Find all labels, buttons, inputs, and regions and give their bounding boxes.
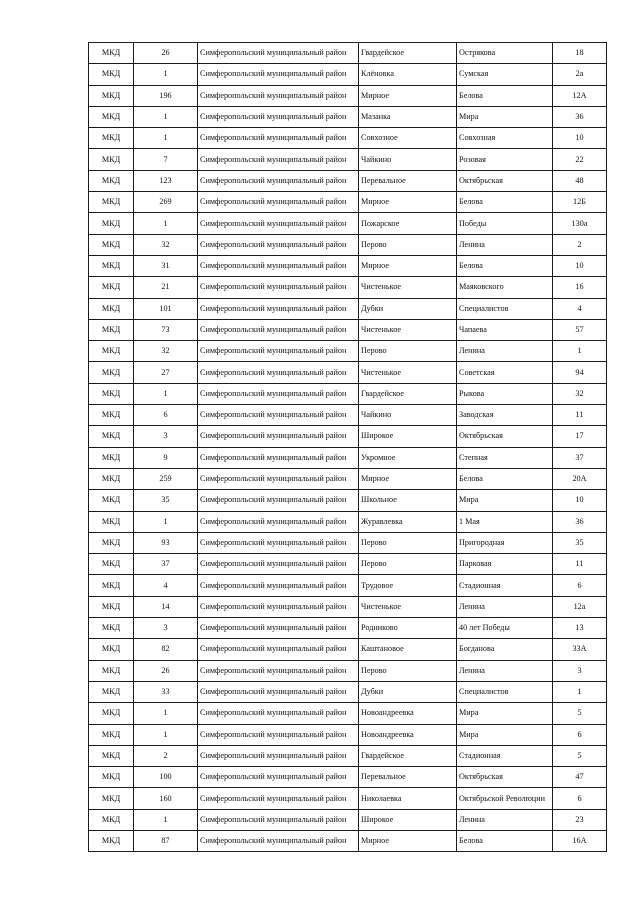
object-type-cell: МКД: [89, 277, 134, 298]
street-cell: Белова: [457, 255, 553, 276]
house-cell: 32: [553, 383, 607, 404]
locality-cell: Мирное: [359, 192, 457, 213]
object-type-cell: МКД: [89, 362, 134, 383]
district-cell: Симферопольский муниципальный район: [198, 596, 359, 617]
number-cell: 123: [134, 170, 198, 191]
street-cell: 1 Мая: [457, 511, 553, 532]
district-cell: Симферопольский муниципальный район: [198, 703, 359, 724]
district-cell: Симферопольский муниципальный район: [198, 405, 359, 426]
table-row: [89, 213, 607, 234]
district-cell: Симферопольский муниципальный район: [198, 319, 359, 340]
table-row: [89, 362, 607, 383]
house-cell: 12Б: [553, 192, 607, 213]
street-cell: Стадионная: [457, 575, 553, 596]
house-cell: 2а: [553, 64, 607, 85]
object-type-cell: МКД: [89, 788, 134, 809]
street-cell: Ленина: [457, 660, 553, 681]
street-cell: Октябрьская: [457, 170, 553, 191]
district-cell: Симферопольский муниципальный район: [198, 426, 359, 447]
house-cell: 10: [553, 490, 607, 511]
street-cell: Чапаева: [457, 319, 553, 340]
object-type-cell: МКД: [89, 703, 134, 724]
table-row: [89, 341, 607, 362]
locality-cell: Гвардейское: [359, 383, 457, 404]
number-cell: 1: [134, 64, 198, 85]
house-cell: 35: [553, 532, 607, 553]
table-row: [89, 468, 607, 489]
locality-cell: Мирное: [359, 830, 457, 851]
table-row: [89, 724, 607, 745]
district-cell: Симферопольский муниципальный район: [198, 788, 359, 809]
table-row: [89, 490, 607, 511]
object-type-cell: МКД: [89, 575, 134, 596]
street-cell: Специалистов: [457, 298, 553, 319]
number-cell: 160: [134, 788, 198, 809]
locality-cell: Клёновка: [359, 64, 457, 85]
house-cell: 6: [553, 788, 607, 809]
locality-cell: Школьное: [359, 490, 457, 511]
number-cell: 3: [134, 618, 198, 639]
house-cell: 16А: [553, 830, 607, 851]
house-cell: 5: [553, 703, 607, 724]
table-row: [89, 64, 607, 85]
street-cell: Мира: [457, 490, 553, 511]
house-cell: 22: [553, 149, 607, 170]
district-cell: Симферопольский муниципальный район: [198, 213, 359, 234]
street-cell: Ленина: [457, 234, 553, 255]
street-cell: Специалистов: [457, 681, 553, 702]
street-cell: Парковая: [457, 554, 553, 575]
locality-cell: Перово: [359, 532, 457, 553]
object-type-cell: МКД: [89, 319, 134, 340]
district-cell: Симферопольский муниципальный район: [198, 511, 359, 532]
number-cell: 196: [134, 85, 198, 106]
object-type-cell: МКД: [89, 554, 134, 575]
object-type-cell: МКД: [89, 724, 134, 745]
locality-cell: Дубки: [359, 681, 457, 702]
locality-cell: Дубки: [359, 298, 457, 319]
locality-cell: Николаевка: [359, 788, 457, 809]
object-type-cell: МКД: [89, 149, 134, 170]
locality-cell: Гвардейское: [359, 745, 457, 766]
number-cell: 1: [134, 724, 198, 745]
table-row: [89, 192, 607, 213]
street-cell: Острякова: [457, 43, 553, 64]
street-cell: Богданова: [457, 639, 553, 660]
locality-cell: Родниково: [359, 618, 457, 639]
locality-cell: Перово: [359, 341, 457, 362]
street-cell: Пригородная: [457, 532, 553, 553]
house-cell: 47: [553, 767, 607, 788]
district-cell: Симферопольский муниципальный район: [198, 85, 359, 106]
number-cell: 1: [134, 511, 198, 532]
district-cell: Симферопольский муниципальный район: [198, 298, 359, 319]
house-cell: 1: [553, 681, 607, 702]
table-row: [89, 298, 607, 319]
address-table: [88, 42, 607, 852]
object-type-cell: МКД: [89, 532, 134, 553]
number-cell: 101: [134, 298, 198, 319]
locality-cell: Перово: [359, 660, 457, 681]
street-cell: Мира: [457, 106, 553, 127]
object-type-cell: МКД: [89, 170, 134, 191]
number-cell: 21: [134, 277, 198, 298]
locality-cell: Мирное: [359, 255, 457, 276]
locality-cell: Новоандреевка: [359, 703, 457, 724]
table-row: [89, 128, 607, 149]
house-cell: 4: [553, 298, 607, 319]
table-row: [89, 596, 607, 617]
district-cell: Симферопольский муниципальный район: [198, 639, 359, 660]
object-type-cell: МКД: [89, 128, 134, 149]
district-cell: Симферопольский муниципальный район: [198, 106, 359, 127]
object-type-cell: МКД: [89, 234, 134, 255]
locality-cell: Перово: [359, 554, 457, 575]
street-cell: Октябрьской Революции: [457, 788, 553, 809]
house-cell: 94: [553, 362, 607, 383]
number-cell: 33: [134, 681, 198, 702]
table-row: [89, 447, 607, 468]
table-row: [89, 43, 607, 64]
table-row: [89, 703, 607, 724]
house-cell: 3: [553, 660, 607, 681]
number-cell: 87: [134, 830, 198, 851]
number-cell: 32: [134, 341, 198, 362]
district-cell: Симферопольский муниципальный район: [198, 234, 359, 255]
object-type-cell: МКД: [89, 43, 134, 64]
house-cell: 11: [553, 405, 607, 426]
street-cell: Белова: [457, 468, 553, 489]
table-row: [89, 511, 607, 532]
object-type-cell: МКД: [89, 64, 134, 85]
number-cell: 82: [134, 639, 198, 660]
table-row: [89, 618, 607, 639]
number-cell: 2: [134, 745, 198, 766]
house-cell: 130а: [553, 213, 607, 234]
number-cell: 1: [134, 703, 198, 724]
object-type-cell: МКД: [89, 468, 134, 489]
house-cell: 18: [553, 43, 607, 64]
street-cell: Победы: [457, 213, 553, 234]
table-row: [89, 170, 607, 191]
number-cell: 4: [134, 575, 198, 596]
number-cell: 3: [134, 426, 198, 447]
object-type-cell: МКД: [89, 255, 134, 276]
locality-cell: Перевальное: [359, 767, 457, 788]
object-type-cell: МКД: [89, 298, 134, 319]
district-cell: Симферопольский муниципальный район: [198, 128, 359, 149]
house-cell: 2: [553, 234, 607, 255]
object-type-cell: МКД: [89, 745, 134, 766]
locality-cell: Гвардейское: [359, 43, 457, 64]
number-cell: 35: [134, 490, 198, 511]
house-cell: 33А: [553, 639, 607, 660]
number-cell: 1: [134, 383, 198, 404]
district-cell: Симферопольский муниципальный район: [198, 490, 359, 511]
street-cell: Белова: [457, 192, 553, 213]
house-cell: 17: [553, 426, 607, 447]
district-cell: Симферопольский муниципальный район: [198, 532, 359, 553]
object-type-cell: МКД: [89, 511, 134, 532]
house-cell: 13: [553, 618, 607, 639]
house-cell: 5: [553, 745, 607, 766]
district-cell: Симферопольский муниципальный район: [198, 383, 359, 404]
district-cell: Симферопольский муниципальный район: [198, 277, 359, 298]
table-row: [89, 809, 607, 830]
district-cell: Симферопольский муниципальный район: [198, 43, 359, 64]
object-type-cell: МКД: [89, 383, 134, 404]
object-type-cell: МКД: [89, 767, 134, 788]
object-type-cell: МКД: [89, 85, 134, 106]
number-cell: 32: [134, 234, 198, 255]
number-cell: 14: [134, 596, 198, 617]
house-cell: 20А: [553, 468, 607, 489]
street-cell: Заводская: [457, 405, 553, 426]
number-cell: 259: [134, 468, 198, 489]
house-cell: 10: [553, 128, 607, 149]
house-cell: 11: [553, 554, 607, 575]
district-cell: Симферопольский муниципальный район: [198, 255, 359, 276]
house-cell: 12а: [553, 596, 607, 617]
table-row: [89, 277, 607, 298]
object-type-cell: МКД: [89, 341, 134, 362]
street-cell: Рыкова: [457, 383, 553, 404]
locality-cell: Чайкино: [359, 405, 457, 426]
object-type-cell: МКД: [89, 681, 134, 702]
locality-cell: Чайкино: [359, 149, 457, 170]
table-row: [89, 639, 607, 660]
district-cell: Симферопольский муниципальный район: [198, 447, 359, 468]
street-cell: Совхозная: [457, 128, 553, 149]
house-cell: 36: [553, 511, 607, 532]
table-row: [89, 383, 607, 404]
locality-cell: Укромное: [359, 447, 457, 468]
house-cell: 10: [553, 255, 607, 276]
table-row: [89, 575, 607, 596]
number-cell: 26: [134, 660, 198, 681]
table-row: [89, 745, 607, 766]
table-row: [89, 681, 607, 702]
table-row: [89, 660, 607, 681]
house-cell: 57: [553, 319, 607, 340]
district-cell: Симферопольский муниципальный район: [198, 724, 359, 745]
district-cell: Симферопольский муниципальный район: [198, 192, 359, 213]
street-cell: Белова: [457, 85, 553, 106]
object-type-cell: МКД: [89, 618, 134, 639]
number-cell: 100: [134, 767, 198, 788]
locality-cell: Чистенькое: [359, 362, 457, 383]
house-cell: 12А: [553, 85, 607, 106]
house-cell: 23: [553, 809, 607, 830]
table-body: [89, 43, 607, 852]
locality-cell: Чистенькое: [359, 277, 457, 298]
object-type-cell: МКД: [89, 490, 134, 511]
district-cell: Симферопольский муниципальный район: [198, 149, 359, 170]
street-cell: Мира: [457, 703, 553, 724]
object-type-cell: МКД: [89, 596, 134, 617]
locality-cell: Мазанка: [359, 106, 457, 127]
street-cell: Розовая: [457, 149, 553, 170]
object-type-cell: МКД: [89, 405, 134, 426]
district-cell: Симферопольский муниципальный район: [198, 767, 359, 788]
number-cell: 6: [134, 405, 198, 426]
street-cell: Ленина: [457, 596, 553, 617]
table-row: [89, 255, 607, 276]
table-row: [89, 830, 607, 851]
table-row: [89, 234, 607, 255]
house-cell: 1: [553, 341, 607, 362]
district-cell: Симферопольский муниципальный район: [198, 362, 359, 383]
district-cell: Симферопольский муниципальный район: [198, 341, 359, 362]
house-cell: 16: [553, 277, 607, 298]
number-cell: 7: [134, 149, 198, 170]
street-cell: Советская: [457, 362, 553, 383]
district-cell: Симферопольский муниципальный район: [198, 681, 359, 702]
number-cell: 1: [134, 213, 198, 234]
district-cell: Симферопольский муниципальный район: [198, 64, 359, 85]
house-cell: 36: [553, 106, 607, 127]
number-cell: 269: [134, 192, 198, 213]
object-type-cell: МКД: [89, 830, 134, 851]
street-cell: Стадионная: [457, 745, 553, 766]
locality-cell: Широкое: [359, 809, 457, 830]
locality-cell: Мирное: [359, 85, 457, 106]
object-type-cell: МКД: [89, 106, 134, 127]
house-cell: 6: [553, 575, 607, 596]
table-row: [89, 85, 607, 106]
street-cell: 40 лет Победы: [457, 618, 553, 639]
district-cell: Симферопольский муниципальный район: [198, 554, 359, 575]
district-cell: Симферопольский муниципальный район: [198, 170, 359, 191]
number-cell: 1: [134, 809, 198, 830]
table-row: [89, 106, 607, 127]
table-row: [89, 554, 607, 575]
district-cell: Симферопольский муниципальный район: [198, 660, 359, 681]
street-cell: Ленина: [457, 809, 553, 830]
object-type-cell: МКД: [89, 809, 134, 830]
locality-cell: Каштановое: [359, 639, 457, 660]
number-cell: 73: [134, 319, 198, 340]
locality-cell: Широкое: [359, 426, 457, 447]
number-cell: 1: [134, 128, 198, 149]
object-type-cell: МКД: [89, 213, 134, 234]
table-row: [89, 532, 607, 553]
district-cell: Симферопольский муниципальный район: [198, 618, 359, 639]
locality-cell: Чистенькое: [359, 319, 457, 340]
object-type-cell: МКД: [89, 639, 134, 660]
locality-cell: Мирное: [359, 468, 457, 489]
house-cell: 48: [553, 170, 607, 191]
locality-cell: Перово: [359, 234, 457, 255]
object-type-cell: МКД: [89, 426, 134, 447]
number-cell: 37: [134, 554, 198, 575]
object-type-cell: МКД: [89, 660, 134, 681]
district-cell: Симферопольский муниципальный район: [198, 745, 359, 766]
number-cell: 93: [134, 532, 198, 553]
number-cell: 31: [134, 255, 198, 276]
locality-cell: Чистенькое: [359, 596, 457, 617]
locality-cell: Перевальное: [359, 170, 457, 191]
house-cell: 37: [553, 447, 607, 468]
locality-cell: Совхозное: [359, 128, 457, 149]
table-row: [89, 767, 607, 788]
number-cell: 27: [134, 362, 198, 383]
table-row: [89, 149, 607, 170]
street-cell: Степная: [457, 447, 553, 468]
number-cell: 1: [134, 106, 198, 127]
district-cell: Симферопольский муниципальный район: [198, 809, 359, 830]
street-cell: Сумская: [457, 64, 553, 85]
street-cell: Октябрьская: [457, 426, 553, 447]
table-row: [89, 319, 607, 340]
table-row: [89, 788, 607, 809]
district-cell: Симферопольский муниципальный район: [198, 468, 359, 489]
number-cell: 9: [134, 447, 198, 468]
street-cell: Маяковского: [457, 277, 553, 298]
street-cell: Белова: [457, 830, 553, 851]
number-cell: 26: [134, 43, 198, 64]
locality-cell: Трудовое: [359, 575, 457, 596]
object-type-cell: МКД: [89, 447, 134, 468]
street-cell: Ленина: [457, 341, 553, 362]
locality-cell: Пожарское: [359, 213, 457, 234]
house-cell: 6: [553, 724, 607, 745]
object-type-cell: МКД: [89, 192, 134, 213]
table-row: [89, 426, 607, 447]
district-cell: Симферопольский муниципальный район: [198, 575, 359, 596]
district-cell: Симферопольский муниципальный район: [198, 830, 359, 851]
locality-cell: Журавлевка: [359, 511, 457, 532]
street-cell: Октябрьская: [457, 767, 553, 788]
street-cell: Мира: [457, 724, 553, 745]
locality-cell: Новоандреевка: [359, 724, 457, 745]
table-row: [89, 405, 607, 426]
